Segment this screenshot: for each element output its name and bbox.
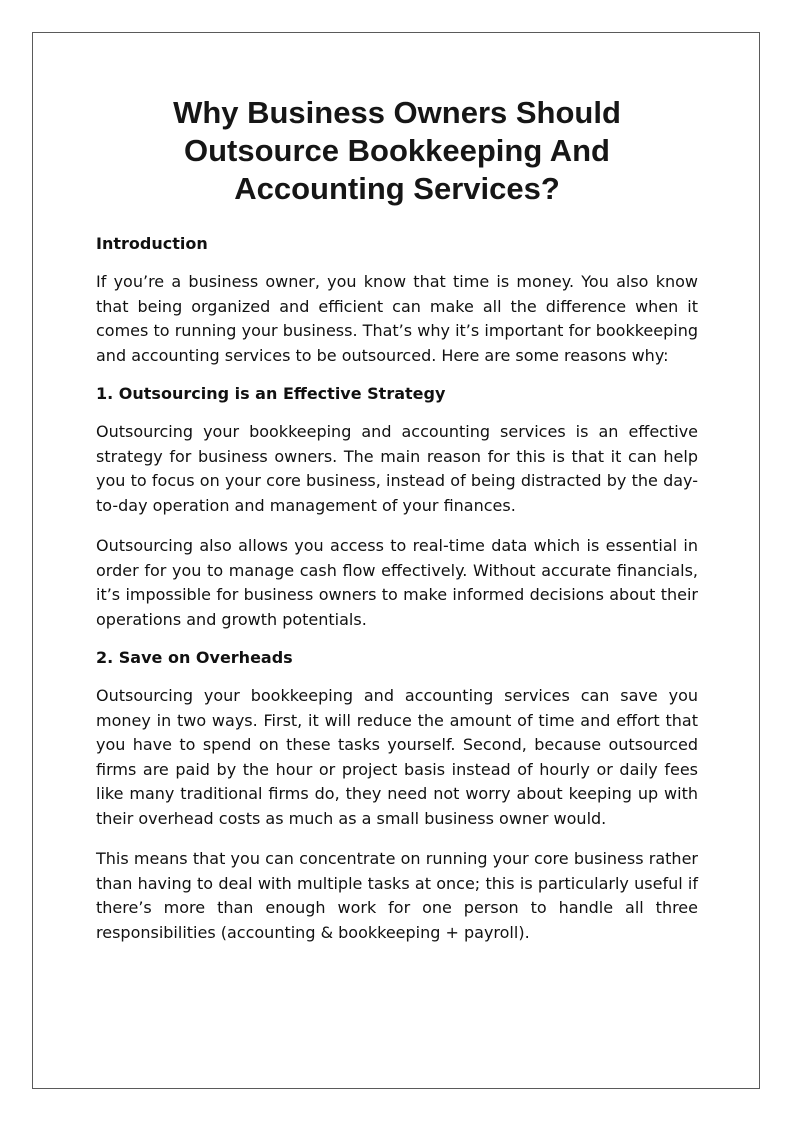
- title-line: Why Business Owners Should: [173, 95, 621, 130]
- introduction-heading: Introduction: [96, 234, 208, 253]
- section-1-paragraph: Outsourcing your bookkeeping and accounting services is an effective strategy for business owners. The main reason for this is that it can help you to focus on your core business, instead of being distracted by the day-to-day operation and management of your finances.: [96, 422, 698, 515]
- document-body: [96, 94, 698, 961]
- section-2-paragraph: This means that you can concentrate on running your core business rather than having to deal with multiple tasks at once; this is particularly useful if there’s more than enough work for one person to handle all three responsibilities (accounting & bookkeeping + payroll).: [96, 849, 698, 942]
- section-1-heading: 1. Outsourcing is an Effective Strategy: [96, 384, 446, 403]
- section-2-paragraph: Outsourcing your bookkeeping and accounting services can save you money in two ways. First, it will reduce the amount of time and effort that you have to spend on these tasks yourself. Second, because outsourced firms are paid by the hour or project basis instead of hourly or daily fees like many traditional firms do, they need not worry about keeping up with their overhead costs as much as a small business owner would.: [96, 686, 698, 828]
- title-line: Accounting Services?: [234, 171, 560, 206]
- section-2-heading: 2. Save on Overheads: [96, 648, 293, 667]
- introduction-paragraph: If you’re a business owner, you know that time is money. You also know that being organized and efficient can make all the difference when it comes to running your business. That’s why it’s important for bookkeeping and accounting services to be outsourced. Here are some reasons why:: [96, 272, 698, 365]
- title-line: Outsource Bookkeeping And: [183, 133, 610, 168]
- document-title: [96, 94, 698, 208]
- section-1-paragraph: Outsourcing also allows you access to real-time data which is essential in order for you to manage cash flow effectively. Without accurate financials, it’s impossible for business owners to make informed decisions about their operations and growth potentials.: [96, 536, 698, 629]
